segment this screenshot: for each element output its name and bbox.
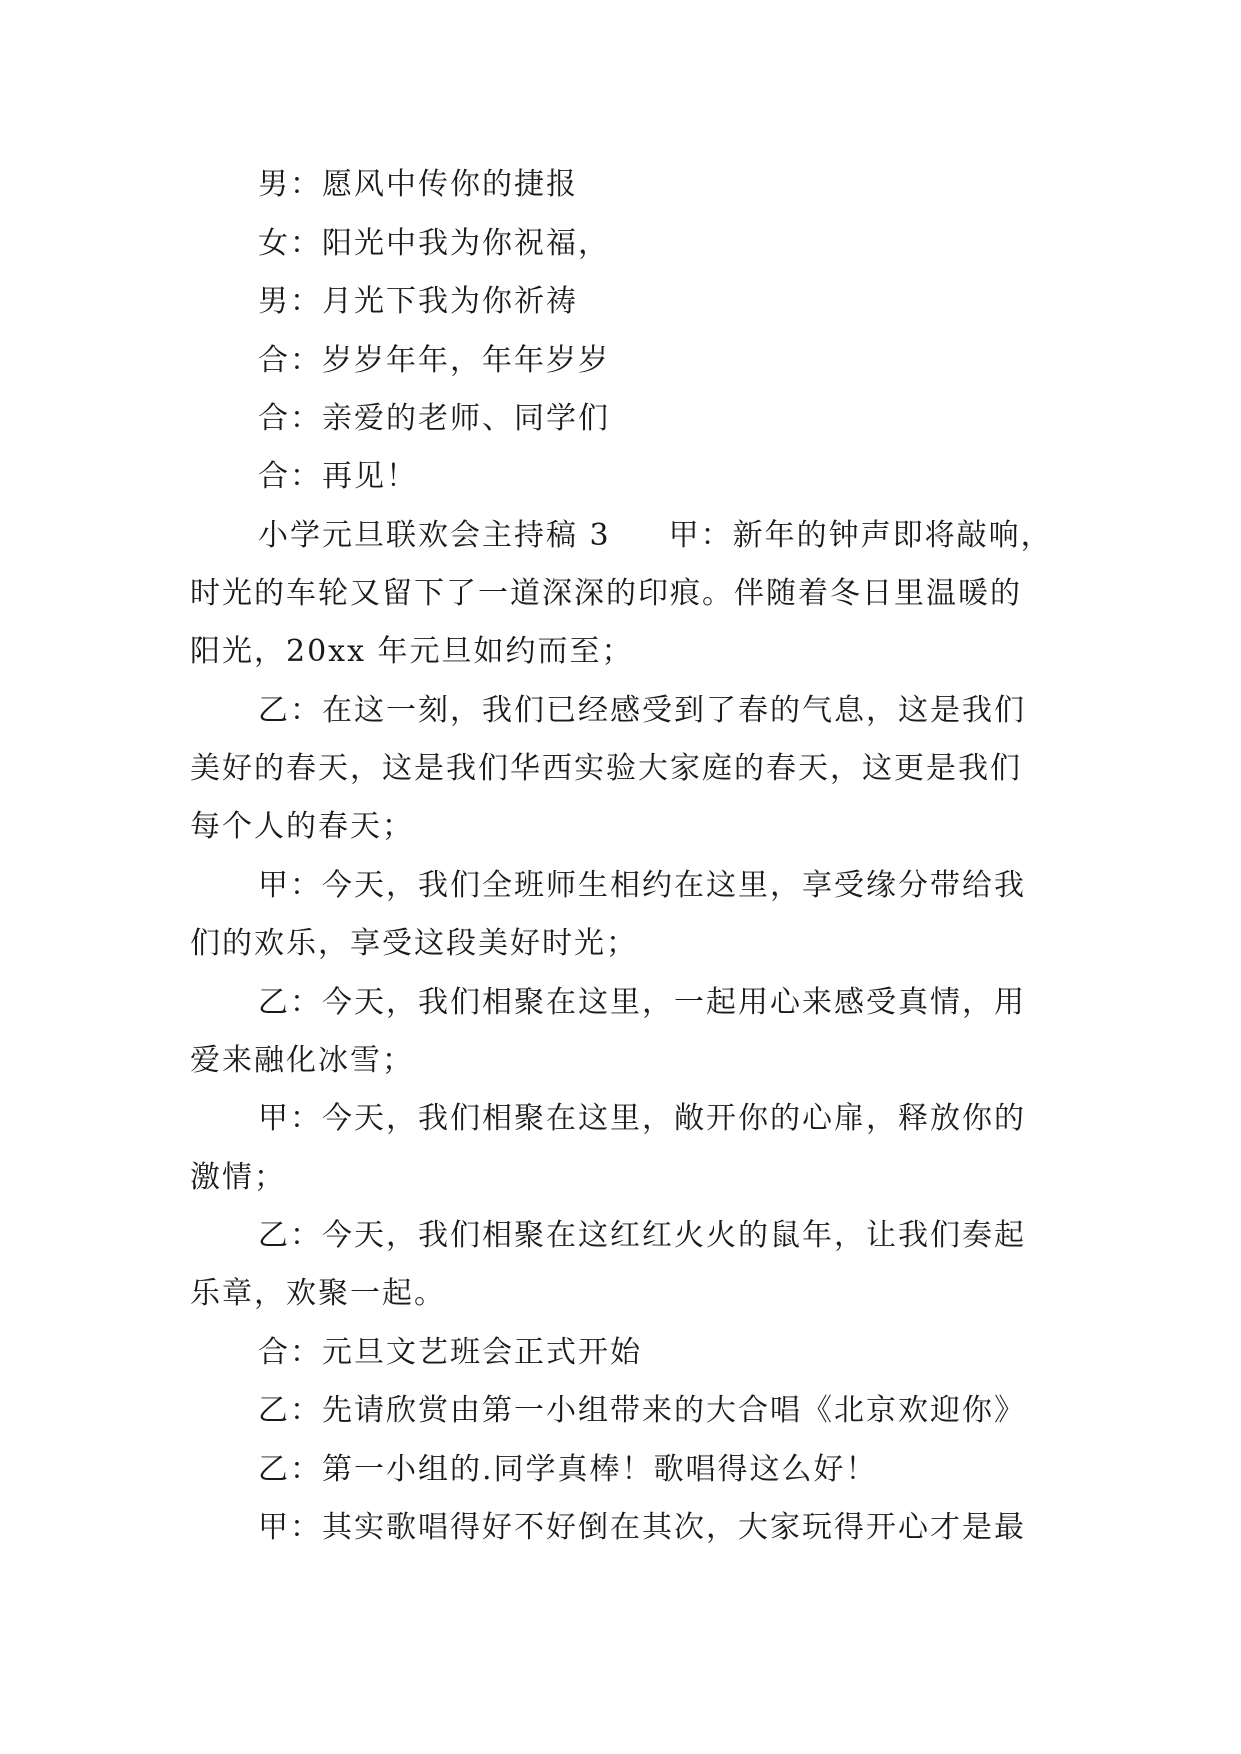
text-line: 乙：第一小组的.同学真棒！歌唱得这么好！ [258,1452,878,1487]
text-line: 美好的春天，这是我们华西实验大家庭的春天，这更是我们 [190,751,1022,786]
text-line: 合：亲爱的老师、同学们 [258,401,610,436]
text-line: 乙：今天，我们相聚在这红红火火的鼠年，让我们奏起 [258,1218,1026,1253]
text-line [258,516,1053,556]
text-line: 女：阳光中我为你祝福， [258,226,610,261]
text-run: 甲：新年的钟声即将敲响， [668,518,1053,553]
text-line: 男：愿风中传你的捷报 [258,167,578,202]
text-line: 乙：先请欣赏由第一小组带来的大合唱《北京欢迎你》 [258,1393,1026,1428]
text-line: 乙：在这一刻，我们已经感受到了春的气息，这是我们 [258,693,1026,728]
text-line: 乙：今天，我们相聚在这里，一起用心来感受真情，用 [258,985,1026,1020]
text-line: 合：再见！ [258,459,418,494]
text-line: 乐章，欢聚一起。 [190,1276,446,1311]
text-line: 男：月光下我为你祈祷 [258,284,578,319]
text-line: 甲：今天，我们相聚在这里，敞开你的心扉，释放你的 [258,1101,1026,1136]
text-line: 每个人的春天； [190,809,414,844]
text-line: 合：岁岁年年，年年岁岁 [258,343,610,378]
text-line: 阳光，20xx 年元旦如约而至； [190,634,634,669]
text-line: 激情； [190,1160,286,1195]
text-line: 时光的车轮又留下了一道深深的印痕。伴随着冬日里温暖的 [190,576,1022,611]
text-line: 合：元旦文艺班会正式开始 [258,1335,642,1370]
text-line: 甲：今天，我们全班师生相约在这里，享受缘分带给我 [258,868,1026,903]
text-line: 爱来融化冰雪； [190,1043,414,1078]
section-heading: 小学元旦联欢会主持稿 3 [258,518,611,553]
text-line: 们的欢乐，享受这段美好时光； [190,926,638,961]
text-line: 甲：其实歌唱得好不好倒在其次，大家玩得开心才是最 [258,1510,1026,1545]
